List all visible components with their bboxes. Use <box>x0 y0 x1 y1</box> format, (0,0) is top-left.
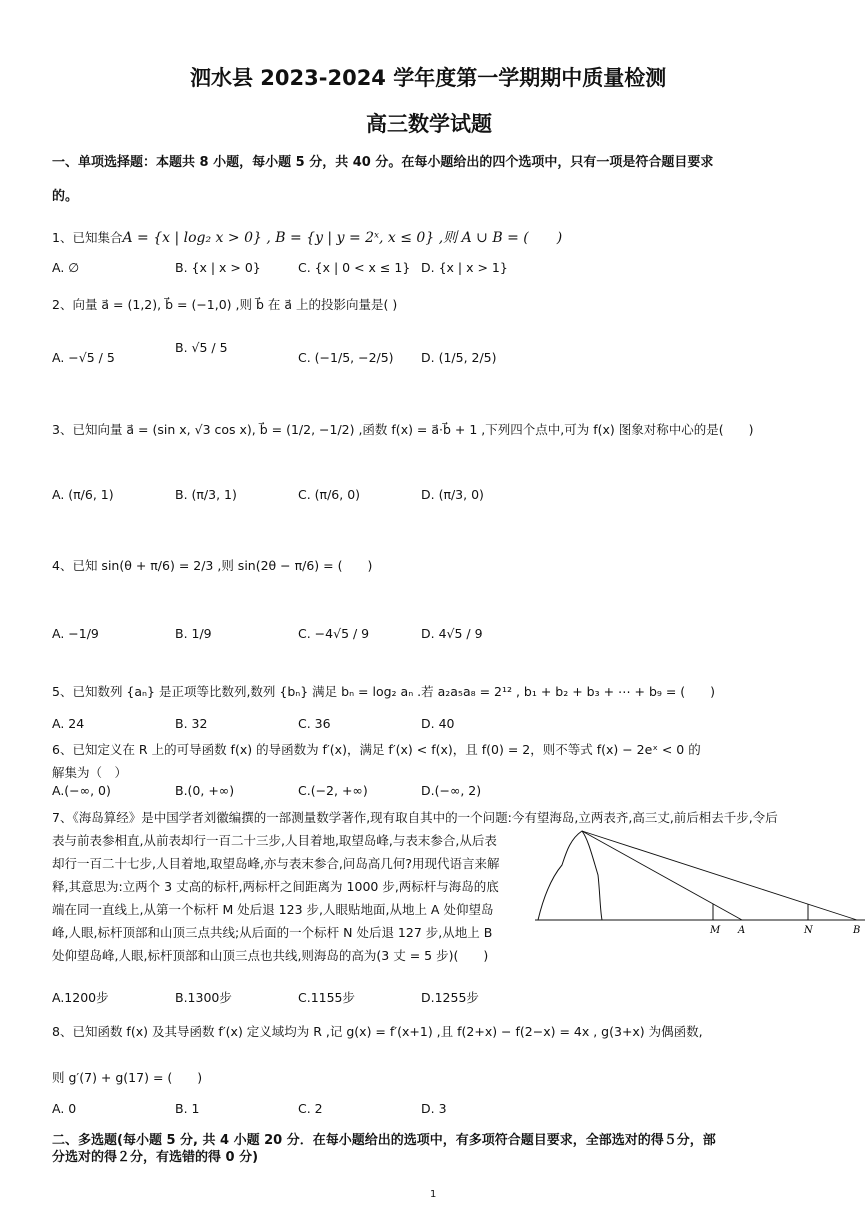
figure-label-a: A <box>738 925 746 936</box>
q2-option-b: B. √5 / 5 <box>175 340 228 355</box>
q1-option-b: B. {x | x > 0} <box>175 260 261 275</box>
exam-title: 泗水县 2023-2024 学年度第一学期期中质量检测 <box>190 66 667 90</box>
exam-subtitle: 高三数学试题 <box>366 112 492 136</box>
q7-option-c: C.1155步 <box>298 990 356 1005</box>
q1-prefix: 1、已知集合 <box>52 230 123 245</box>
q7-stem-line2: 表与前表参相直,从前表却行一百二十三步,人目着地,取望岛峰,与表末参合,从后表 <box>52 833 497 848</box>
q4-option-b: B. 1/9 <box>175 626 212 641</box>
q2-stem: 2、向量 a⃗ = (1,2), b⃗ = (−1,0) ,则 b⃗ 在 a⃗ 上的投影向量是( ) <box>52 297 398 312</box>
q7-option-a: A.1200步 <box>52 990 109 1005</box>
q5-option-b: B. 32 <box>175 716 208 731</box>
q6-option-c: C.(−2, +∞) <box>298 783 368 798</box>
q4-option-d: D. 4√5 / 9 <box>421 626 483 641</box>
page-number: 1 <box>430 1189 437 1200</box>
q3-option-a: A. (π/6, 1) <box>52 487 114 502</box>
q4-stem: 4、已知 sin(θ + π/6) = 2/3 ,则 sin(2θ − π/6) = ( ) <box>52 558 373 573</box>
q6-option-b: B.(0, +∞) <box>175 783 235 798</box>
section2-line1: 二、多选题(每小题 5 分, 共 4 小题 20 分．在每小题给出的选项中，有多项符合题目要求，全部选对的得５分，部 <box>52 1133 716 1148</box>
q8-option-a: A. 0 <box>52 1101 77 1116</box>
figure-label-b: B <box>853 925 861 936</box>
q3-option-c: C. (π/6, 0) <box>298 487 361 502</box>
q7-stem-line3: 却行一百二十七步,人目着地,取望岛峰,亦与表末参合,问岛高几何?用现代语言来解 <box>52 856 500 871</box>
q8-stem-line1: 8、已知函数 f(x) 及其导函数 f′(x) 定义域均为 R ,记 g(x) = f′(x+1) ,且 f(2+x) − f(2−x) = 4x , g(3+x) 为偶函数, <box>52 1024 703 1039</box>
q6-option-a: A.(−∞, 0) <box>52 783 111 798</box>
q3-option-d: D. (π/3, 0) <box>421 487 484 502</box>
q8-option-b: B. 1 <box>175 1101 200 1116</box>
q1-option-d: D. {x | x > 1} <box>421 260 508 275</box>
q2-option-a: A. −√5 / 5 <box>52 350 115 365</box>
q2-option-c: C. (−1/5, −2/5) <box>298 350 394 365</box>
figure-label-n: N <box>804 925 813 936</box>
q3-option-b: B. (π/3, 1) <box>175 487 237 502</box>
section2-line2: 分选对的得２分，有选错的得 0 分) <box>52 1150 259 1165</box>
q7-island-figure <box>530 825 865 937</box>
q7-stem-line4: 释,其意思为:立两个 3 丈高的标杆,两标杆之间距离为 1000 步,两标杆与海岛的底 <box>52 879 499 894</box>
q1-stem <box>52 227 562 247</box>
q5-option-c: C. 36 <box>298 716 331 731</box>
q7-stem-line7: 处仰望岛峰,人眼,标杆顶部和山顶三点也共线,则海岛的高为(3 丈 = 5 步)( ) <box>52 948 489 963</box>
q1-math: A = {x | log₂ x > 0} , B = {y | y = 2ˣ, x ≤ 0} ,则 A ∪ B = ( ) <box>122 230 563 246</box>
q1-option-a: A. ∅ <box>52 260 80 275</box>
q4-option-a: A. −1/9 <box>52 626 99 641</box>
q7-stem-line1: 7、《海岛算经》是中国学者刘徽编撰的一部测量数学著作,现有取自其中的一个问题:今有望海岛,立两表齐,高三丈,前后相去千步,令后 <box>52 810 778 825</box>
q7-stem-line5: 端在同一直线上,从第一个标杆 M 处后退 123 步,人眼贴地面,从地上 A 处仰望岛 <box>52 902 494 917</box>
q5-stem: 5、已知数列 {aₙ} 是正项等比数列,数列 {bₙ} 满足 bₙ = log₂ aₙ .若 a₂a₅a₈ = 2¹² , b₁ + b₂ + b₃ + ⋯ + b₉ = ( ) <box>52 684 716 699</box>
q3-stem: 3、已知向量 a⃗ = (sin x, √3 cos x), b⃗ = (1/2, −1/2) ,函数 f(x) = a⃗·b⃗ + 1 ,下列四个点中,可为 f(x) 图象对称中心的是( ) <box>52 422 754 437</box>
q2-option-d: D. (1/5, 2/5) <box>421 350 497 365</box>
q6-option-d: D.(−∞, 2) <box>421 783 482 798</box>
q6-stem-line1: 6、已知定义在 R 上的可导函数 f(x) 的导函数为 f′(x)，满足 f′(x) < f(x)，且 f(0) = 2，则不等式 f(x) − 2eˣ < 0 的 <box>52 742 701 757</box>
q8-stem-line2: 则 g′(7) + g(17) = ( ) <box>52 1070 203 1085</box>
q8-option-d: D. 3 <box>421 1101 447 1116</box>
section1-line2: 的。 <box>52 189 79 204</box>
q6-stem-line2: 解集为（ ） <box>52 765 128 780</box>
q1-option-c: C. {x | 0 < x ≤ 1} <box>298 260 411 275</box>
q7-stem-line6: 峰,人眼,标杆顶部和山顶三点共线;从后面的一个标杆 N 处后退 127 步,从地上 B <box>52 925 493 940</box>
figure-label-m: M <box>710 925 721 936</box>
q5-option-d: D. 40 <box>421 716 455 731</box>
q7-option-b: B.1300步 <box>175 990 232 1005</box>
q5-option-a: A. 24 <box>52 716 85 731</box>
section1-line1: 一、单项选择题：本题共 8 小题，每小题 5 分，共 40 分。在每小题给出的四个选项中，只有一项是符合题目要求 <box>52 155 714 170</box>
q7-option-d: D.1255步 <box>421 990 479 1005</box>
q8-option-c: C. 2 <box>298 1101 323 1116</box>
q4-option-c: C. −4√5 / 9 <box>298 626 370 641</box>
